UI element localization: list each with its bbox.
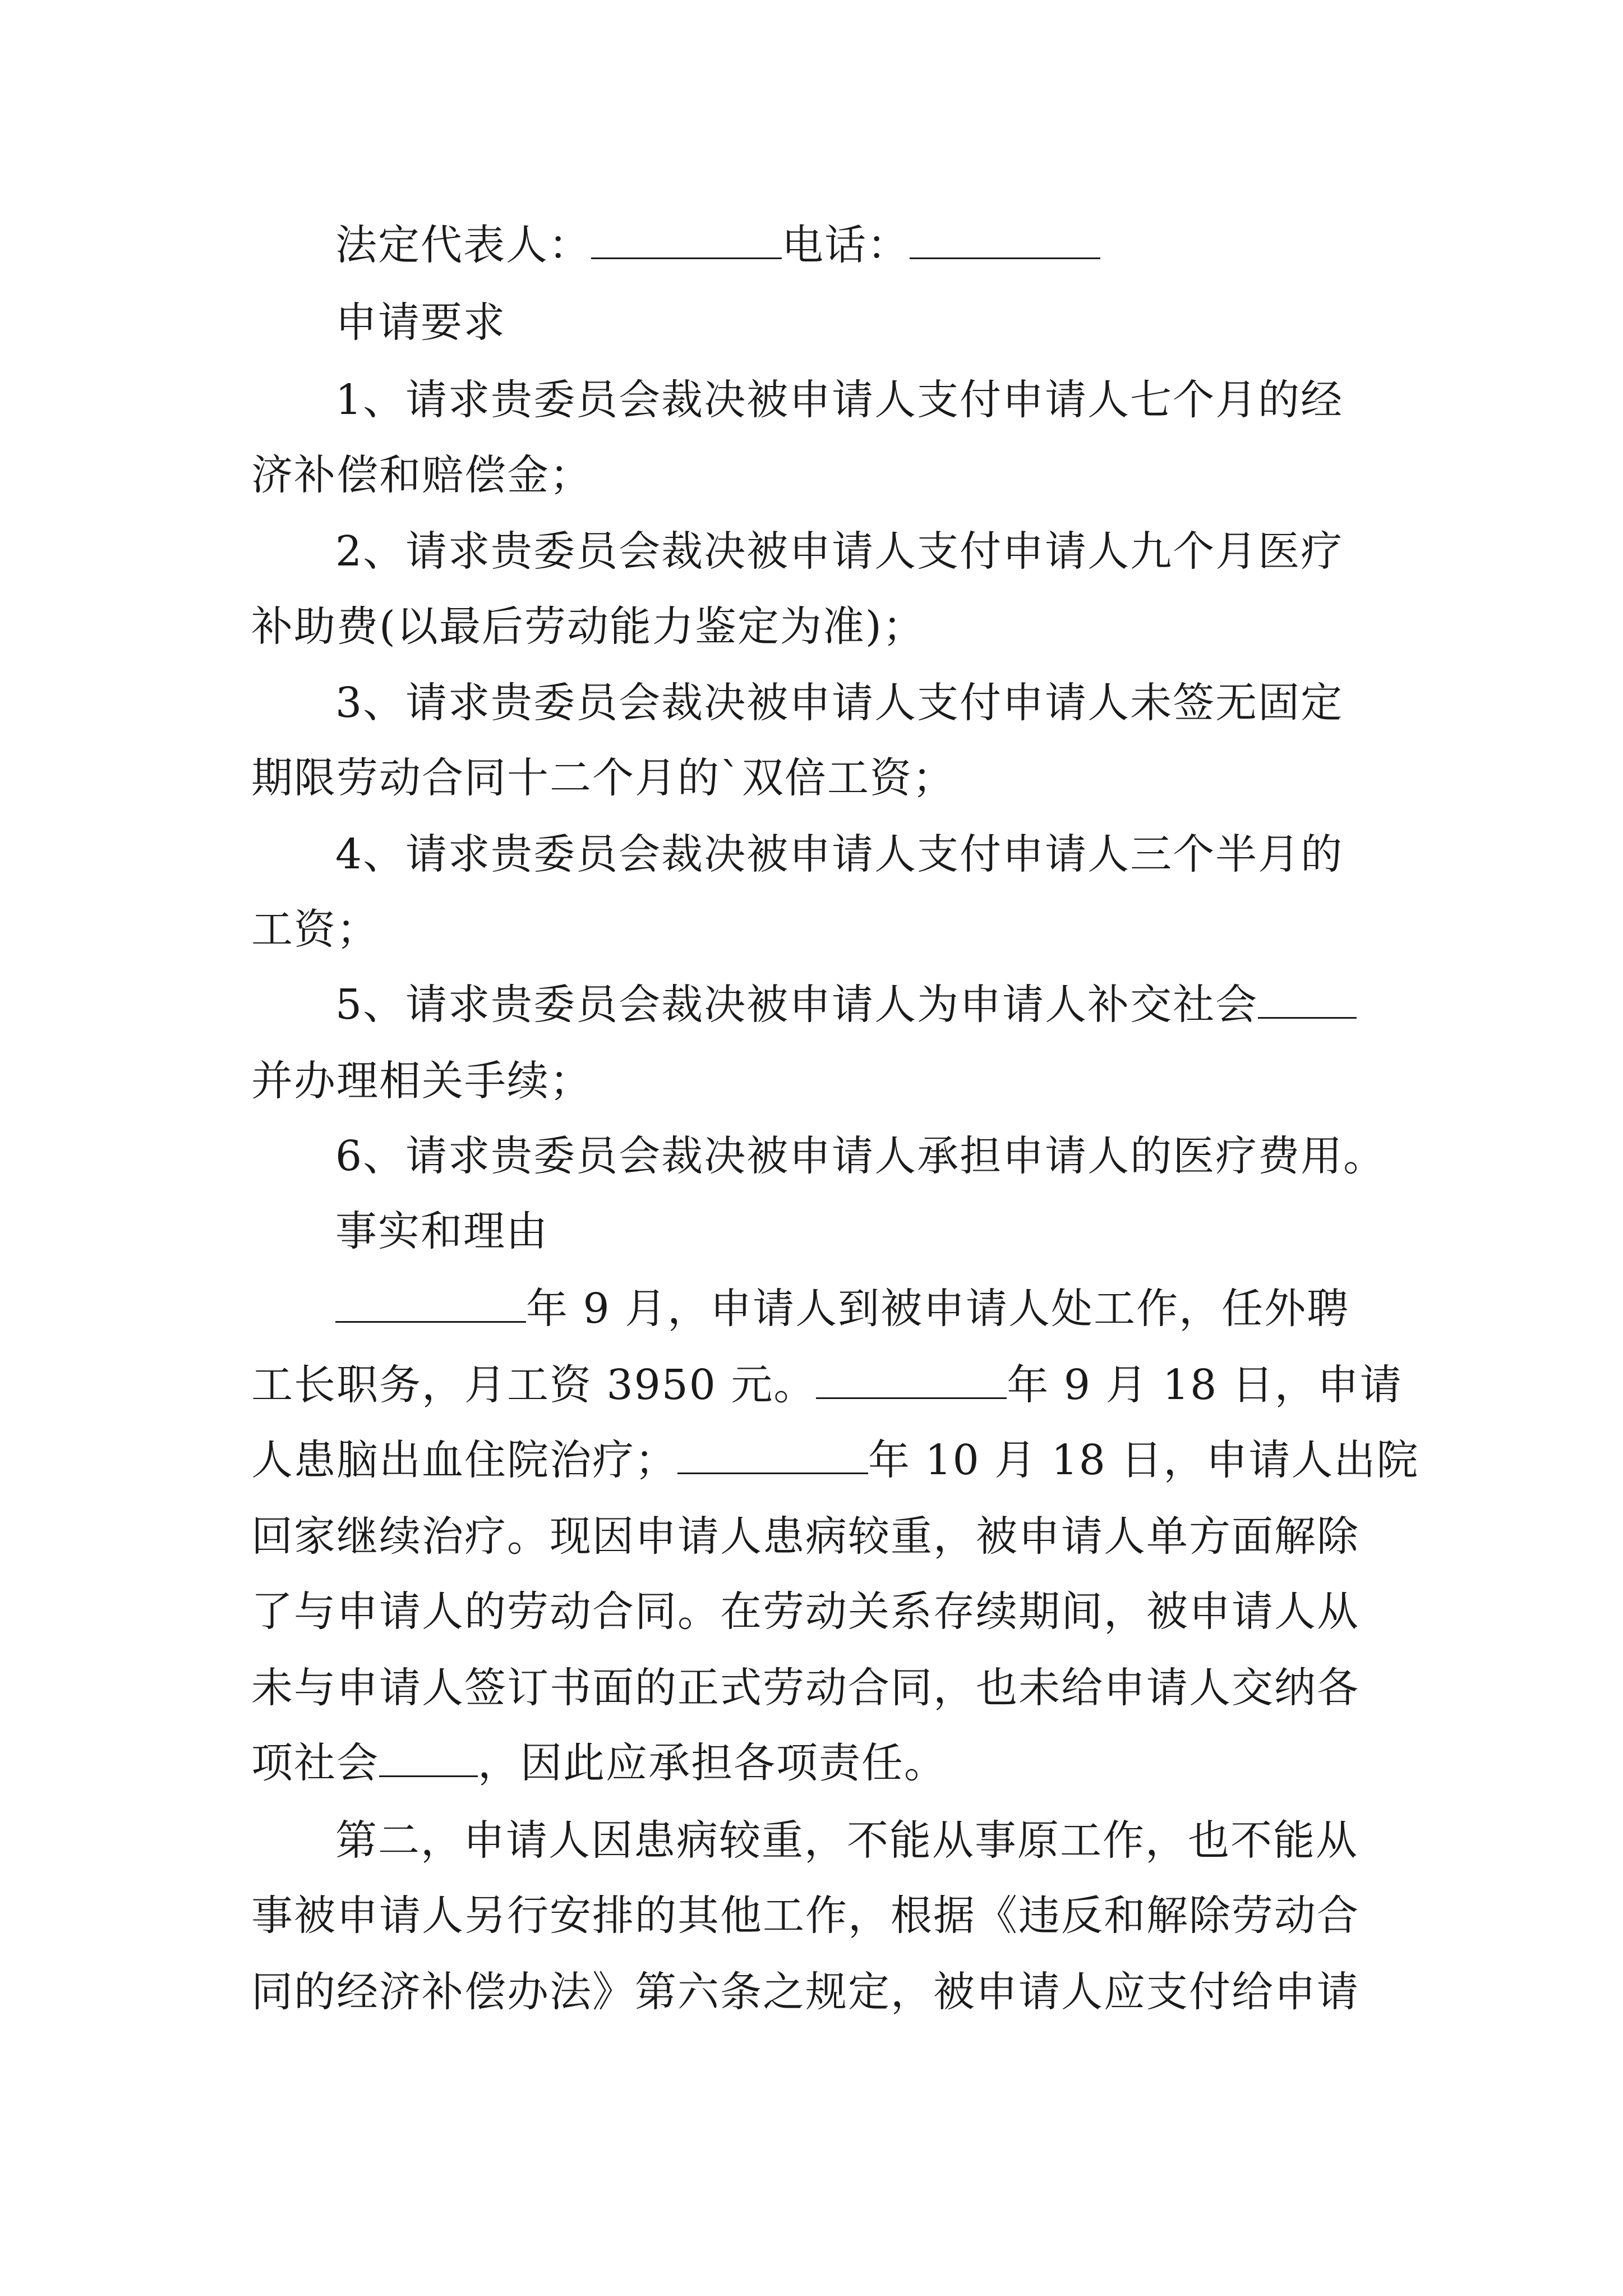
facts-line-6: 未与申请人签订书面的正式劳动合同，也未给申请人交纳各	[251, 1664, 1359, 1712]
facts-date-blank-3	[677, 1437, 868, 1474]
facts-line-5: 了与申请人的劳动合同。在劳动关系存续期间，被申请人从	[251, 1588, 1359, 1636]
facts-line-1	[335, 1283, 1384, 1334]
facts-line-2	[251, 1360, 1403, 1410]
second-point-line-3: 同的经济补偿办法》第六条之规定，被申请人应支付给申请	[251, 1968, 1359, 2016]
request-5-text: 5、请求贵委员会裁决被申请人为申请人补交社会	[335, 981, 1258, 1029]
request-3-line-1: 3、请求贵委员会裁决被申请人支付申请人未签无固定	[335, 679, 1344, 727]
request-6-line-1: 6、请求贵委员会裁决被申请人承担申请人的医疗费用。	[335, 1132, 1386, 1180]
request-2-line-2: 补助费(以最后劳动能力鉴定为准)；	[251, 602, 925, 651]
phone-blank	[910, 222, 1100, 259]
request-2-line-1: 2、请求贵委员会裁决被申请人支付申请人九个月医疗	[335, 527, 1344, 576]
facts-line-3-head: 人患脑出血住院治疗；	[251, 1436, 677, 1484]
request-5-line-2: 并办理相关手续；	[251, 1057, 592, 1105]
second-point-line-1: 第二，申请人因患病较重，不能从事原工作，也不能从	[335, 1816, 1358, 1865]
request-4-line-2: 工资；	[251, 905, 379, 954]
facts-line-2-tail: 年 9 月 18 日，申请	[1007, 1361, 1403, 1409]
facts-date-blank-2	[816, 1361, 1007, 1399]
facts-line-1-text: 年 9 月，申请人到被申请人处工作，任外聘	[526, 1285, 1350, 1333]
phone-label: 电话：	[782, 221, 910, 269]
section-heading-facts: 事实和理由	[335, 1207, 548, 1255]
request-1-line-1: 1、请求贵委员会裁决被申请人支付申请人七个月的经	[335, 376, 1344, 424]
facts-line-7-head: 项社会	[251, 1739, 379, 1787]
request-1-line-2: 济补偿和赔偿金；	[251, 451, 592, 499]
request-5-line-1	[335, 979, 1384, 1030]
second-point-line-2: 事被申请人另行安排的其他工作，根据《违反和解除劳动合	[251, 1892, 1359, 1940]
facts-line-7-tail: ，因此应承担各项责任。	[478, 1739, 947, 1787]
request-3-line-2: 期限劳动合同十二个月的`双倍工资；	[251, 754, 955, 802]
section-heading-requests: 申请要求	[335, 298, 506, 347]
facts-date-blank-1	[335, 1285, 526, 1323]
facts-line-3	[251, 1435, 1419, 1485]
legal-representative-label: 法定代表人：	[335, 221, 591, 269]
request-5-blank	[1258, 981, 1357, 1019]
facts-insurance-blank	[379, 1740, 478, 1777]
facts-line-2-head: 工长职务，月工资 3950 元。	[251, 1361, 817, 1409]
facts-line-3-tail: 年 10 月 18 日，申请人出院	[868, 1436, 1419, 1484]
facts-line-7	[251, 1738, 1384, 1788]
request-4-line-1: 4、请求贵委员会裁决被申请人支付申请人三个半月的	[335, 830, 1344, 878]
facts-line-4: 回家继续治疗。现因申请人患病较重，被申请人单方面解除	[251, 1512, 1359, 1561]
legal-representative-blank	[591, 222, 782, 259]
legal-representative-line	[335, 220, 1384, 270]
